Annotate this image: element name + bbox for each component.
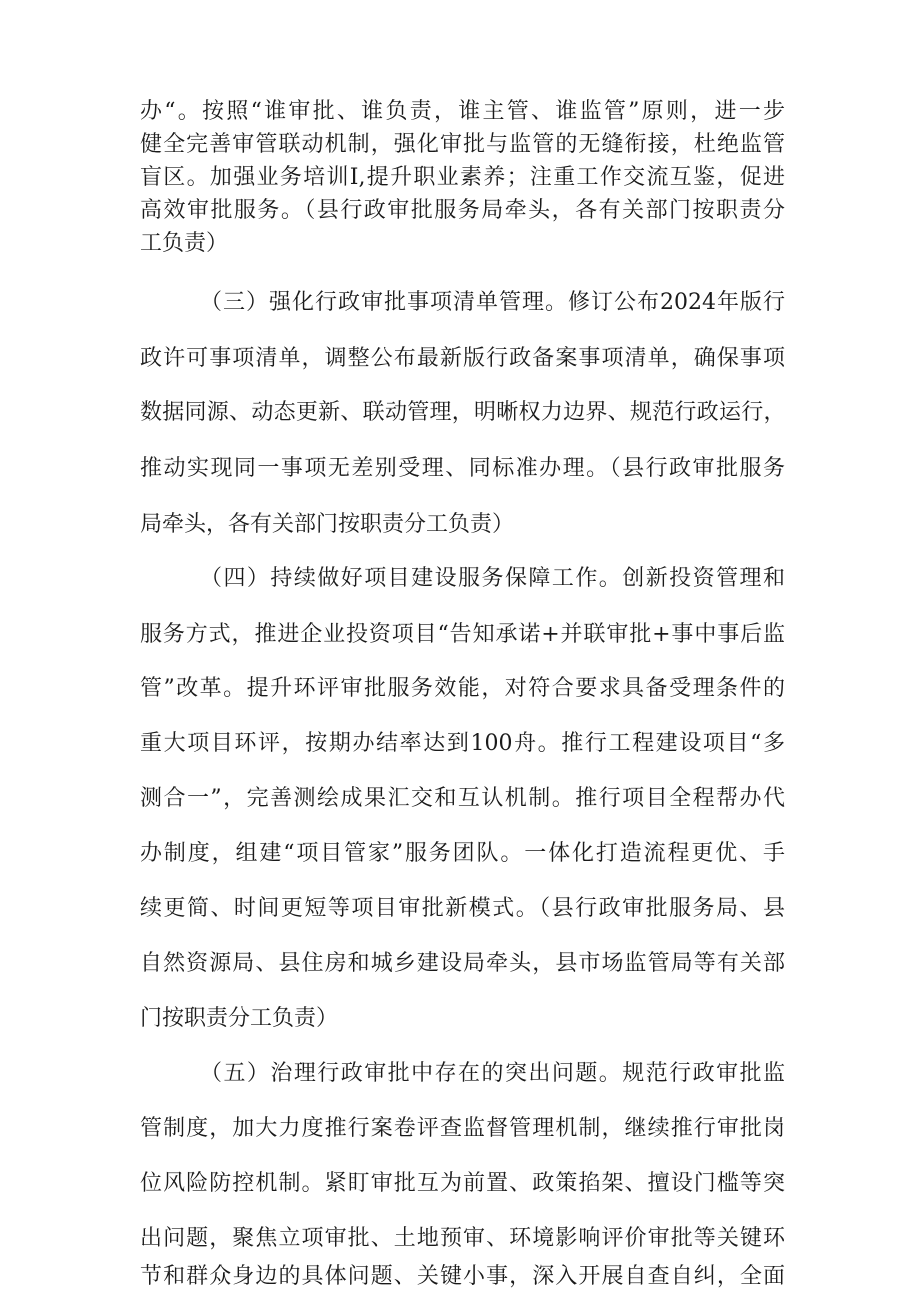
text-line: 推动实现同一事项无差别受理、同标准办理。（县行政审批服务 <box>140 456 785 481</box>
text-line: 高效审批服务。（县行政审批服务局牵头，各有关部门按职责分 <box>140 198 785 223</box>
text-line: 续更简、时间更短等项目审批新模式。（县行政审批服务局、县 <box>140 896 785 921</box>
text-line: 出问题，聚焦立项审批、土地预审、环境影响评价审批等关键环 <box>140 1226 785 1251</box>
text-line: 盲区。加强业务培训I,提升职业素养；注重工作交流互鉴，促进 <box>140 165 785 190</box>
section-heading-line: （三）强化行政审批事项清单管理。修订公布2024年版行 <box>200 290 785 315</box>
text-line: 重大项目环评，按期办结率达到100舟。推行工程建设项目“多 <box>140 731 785 756</box>
text-line: 办“。按照“谁审批、谁负责，谁主管、谁监管”原则，进一步 <box>140 99 785 124</box>
section-heading-line: （五）治理行政审批中存在的突出问题。规范行政审批监 <box>200 1061 785 1086</box>
text-line: 节和群众身边的具体问题、关键小事，深入开展自查自纠，全面 <box>140 1264 785 1289</box>
text-line: 管”改革。提升环评审批服务效能，对符合要求具备受理条件的 <box>140 676 785 701</box>
text-line: 政许可事项清单，调整公布最新版行政备案事项清单，确保事项 <box>140 346 785 371</box>
text-line: 工负责） <box>140 231 229 256</box>
text-line: 局牵头，各有关部门按职责分工负责） <box>140 512 515 537</box>
text-line: 管制度，加大力度推行案卷评查监督管理机制，继续推行审批岗 <box>140 1116 785 1141</box>
text-line: 办制度，组建“项目管家”服务团队。一体化打造流程更优、手 <box>140 841 785 866</box>
text-line: 测合一”，完善测绘成果汇交和互认机制。推行项目全程帮办代 <box>140 786 785 811</box>
text-line: 数据同源、动态更新、联动管理，明晰权力边界、规范行政运行， <box>140 400 785 425</box>
text-line: 门按职责分工负责） <box>140 1006 339 1031</box>
text-line: 服务方式，推进企业投资项目“告知承诺+并联审批+事中事后监 <box>140 622 785 647</box>
text-line: 健全完善审管联动机制，强化审批与监管的无缝衔接，杜绝监管 <box>140 132 785 157</box>
section-heading-line: （四）持续做好项目建设服务保障工作。创新投资管理和 <box>200 566 785 591</box>
text-line: 自然资源局、县住房和城乡建设局牵头，县市场监管局等有关部 <box>140 951 785 976</box>
text-line: 位风险防控机制。紧盯审批互为前置、政策掐架、擅设门槛等突 <box>140 1171 785 1196</box>
